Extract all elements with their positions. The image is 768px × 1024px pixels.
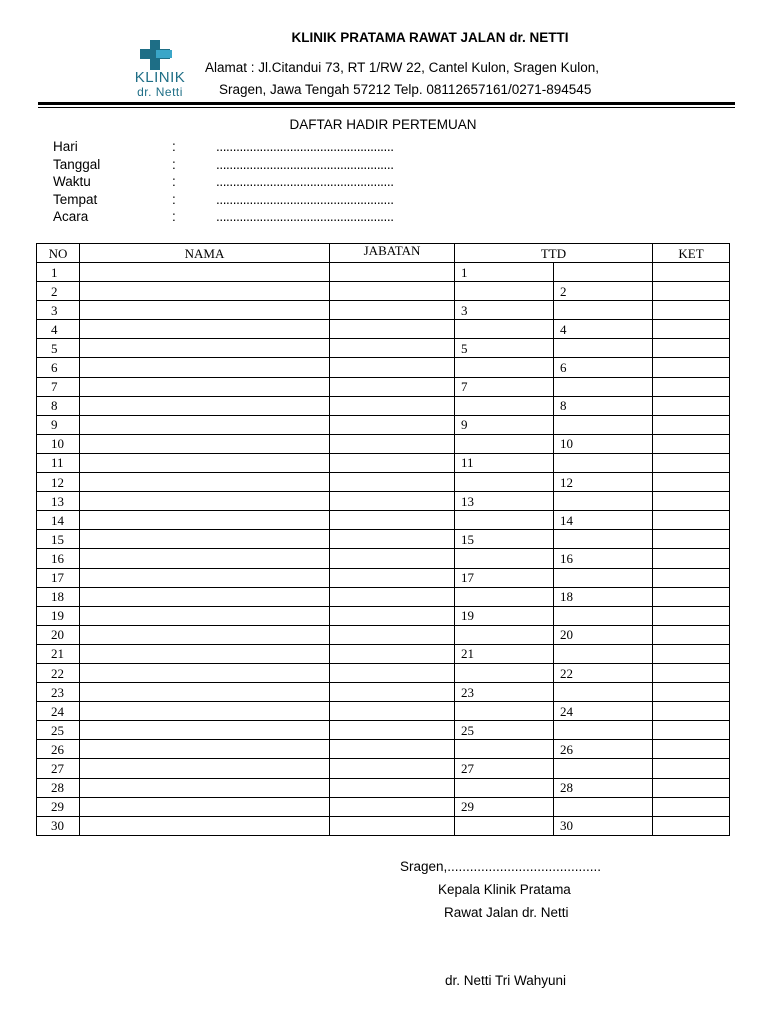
ttd-cell-left[interactable]: 19	[455, 606, 554, 625]
field-label: Tempat	[53, 191, 98, 207]
ket-cell[interactable]	[653, 663, 730, 682]
row-number: 23	[37, 683, 80, 702]
jabatan-cell[interactable]	[330, 320, 455, 339]
ket-cell[interactable]	[653, 453, 730, 472]
ket-cell[interactable]	[653, 301, 730, 320]
document-title: DAFTAR HADIR PERTEMUAN	[289, 117, 477, 132]
table-row	[37, 434, 730, 453]
ttd-cell-right[interactable]: 30	[554, 816, 653, 835]
jabatan-cell[interactable]	[330, 263, 455, 282]
field-label: Acara	[53, 209, 89, 225]
ttd-cell-left[interactable]	[455, 778, 554, 797]
jabatan-cell[interactable]	[330, 492, 455, 511]
ttd-cell-right[interactable]	[554, 797, 653, 816]
field-colon: :	[172, 156, 176, 172]
row-number: 15	[37, 530, 80, 549]
logo-subtitle: dr. Netti	[137, 85, 183, 99]
ttd-cell-right[interactable]	[554, 453, 653, 472]
ttd-cell-right[interactable]: 2	[554, 282, 653, 301]
table-row	[37, 568, 730, 587]
header-ttd: TTD	[455, 244, 653, 263]
ket-cell[interactable]	[653, 282, 730, 301]
ket-cell[interactable]	[653, 492, 730, 511]
nama-cell[interactable]	[80, 301, 330, 320]
row-number: 7	[37, 377, 80, 396]
nama-cell[interactable]	[80, 282, 330, 301]
row-number: 18	[37, 587, 80, 606]
ttd-cell-left[interactable]	[455, 587, 554, 606]
table-row	[37, 263, 730, 282]
table-row	[37, 473, 730, 492]
table-row	[37, 320, 730, 339]
jabatan-cell[interactable]	[330, 663, 455, 682]
table-row	[37, 606, 730, 625]
nama-cell[interactable]	[80, 263, 330, 282]
row-number: 4	[37, 320, 80, 339]
ttd-cell-left[interactable]: 15	[455, 530, 554, 549]
table-row	[37, 625, 730, 644]
table-row	[37, 453, 730, 472]
ttd-cell-right[interactable]	[554, 377, 653, 396]
jabatan-cell[interactable]	[330, 511, 455, 530]
nama-cell[interactable]	[80, 702, 330, 721]
nama-cell[interactable]	[80, 606, 330, 625]
jabatan-cell[interactable]	[330, 415, 455, 434]
jabatan-cell[interactable]	[330, 740, 455, 759]
ttd-cell-right[interactable]: 14	[554, 511, 653, 530]
ttd-cell-left[interactable]: 11	[455, 453, 554, 472]
ket-cell[interactable]	[653, 644, 730, 663]
field-colon: :	[172, 191, 176, 207]
ttd-cell-right[interactable]: 8	[554, 396, 653, 415]
row-number: 26	[37, 740, 80, 759]
jabatan-cell[interactable]	[330, 301, 455, 320]
ttd-cell-right[interactable]: 12	[554, 473, 653, 492]
jabatan-cell[interactable]	[330, 434, 455, 453]
ttd-cell-left[interactable]: 7	[455, 377, 554, 396]
row-number: 16	[37, 549, 80, 568]
ket-cell[interactable]	[653, 339, 730, 358]
jabatan-cell[interactable]	[330, 530, 455, 549]
row-number: 10	[37, 434, 80, 453]
row-number: 19	[37, 606, 80, 625]
ket-cell[interactable]	[653, 625, 730, 644]
nama-cell[interactable]	[80, 415, 330, 434]
ket-cell[interactable]	[653, 568, 730, 587]
row-number: 3	[37, 301, 80, 320]
ttd-cell-right[interactable]: 6	[554, 358, 653, 377]
table-row	[37, 683, 730, 702]
table-row	[37, 282, 730, 301]
ket-cell[interactable]	[653, 549, 730, 568]
nama-cell[interactable]	[80, 721, 330, 740]
ket-cell[interactable]	[653, 797, 730, 816]
ttd-cell-left[interactable]: 5	[455, 339, 554, 358]
ttd-cell-right[interactable]: 4	[554, 320, 653, 339]
ttd-cell-left[interactable]	[455, 549, 554, 568]
signatory-name: dr. Netti Tri Wahyuni	[445, 973, 567, 988]
table-row	[37, 797, 730, 816]
logo-wordmark: KLINIK	[134, 69, 186, 86]
ttd-cell-left[interactable]	[455, 282, 554, 301]
ttd-cell-right[interactable]: 20	[554, 625, 653, 644]
ttd-cell-left[interactable]	[455, 740, 554, 759]
nama-cell[interactable]	[80, 396, 330, 415]
row-number: 24	[37, 702, 80, 721]
jabatan-cell[interactable]	[330, 473, 455, 492]
row-number: 20	[37, 625, 80, 644]
jabatan-cell[interactable]	[330, 816, 455, 835]
jabatan-cell[interactable]	[330, 702, 455, 721]
ttd-cell-right[interactable]	[554, 263, 653, 282]
nama-cell[interactable]	[80, 797, 330, 816]
table-row	[37, 396, 730, 415]
ttd-cell-right[interactable]	[554, 415, 653, 434]
ket-cell[interactable]	[653, 358, 730, 377]
nama-cell[interactable]	[80, 740, 330, 759]
table-row	[37, 301, 730, 320]
ttd-cell-right[interactable]	[554, 759, 653, 778]
table-row	[37, 721, 730, 740]
nama-cell[interactable]	[80, 625, 330, 644]
field-blank: .....................................................	[216, 156, 394, 172]
ttd-cell-left[interactable]	[455, 511, 554, 530]
ttd-cell-left[interactable]: 9	[455, 415, 554, 434]
ttd-cell-right[interactable]	[554, 683, 653, 702]
nama-cell[interactable]	[80, 778, 330, 797]
nama-cell[interactable]	[80, 816, 330, 835]
nama-cell[interactable]	[80, 587, 330, 606]
field-label: Waktu	[53, 174, 91, 190]
jabatan-cell[interactable]	[330, 644, 455, 663]
jabatan-cell[interactable]	[330, 339, 455, 358]
field-label: Hari	[53, 139, 78, 154]
ttd-cell-left[interactable]: 17	[455, 568, 554, 587]
jabatan-cell[interactable]	[330, 396, 455, 415]
ket-cell[interactable]	[653, 759, 730, 778]
nama-cell[interactable]	[80, 473, 330, 492]
ttd-cell-left[interactable]: 13	[455, 492, 554, 511]
ket-cell[interactable]	[653, 415, 730, 434]
ttd-cell-right[interactable]: 10	[554, 434, 653, 453]
ket-cell[interactable]	[653, 721, 730, 740]
field-blank: .....................................................	[216, 139, 394, 154]
nama-cell[interactable]	[80, 320, 330, 339]
ket-cell[interactable]	[653, 587, 730, 606]
row-number: 22	[37, 663, 80, 682]
ttd-cell-right[interactable]	[554, 339, 653, 358]
address-line-1: Alamat : Jl.Citandui 73, RT 1/RW 22, Cantel Kulon, Sragen Kulon,	[205, 60, 599, 75]
nama-cell[interactable]	[80, 568, 330, 587]
ttd-cell-left[interactable]: 3	[455, 301, 554, 320]
nama-cell[interactable]	[80, 511, 330, 530]
ttd-cell-left[interactable]	[455, 473, 554, 492]
nama-cell[interactable]	[80, 453, 330, 472]
field-blank: .....................................................	[216, 209, 394, 225]
header-ket: KET	[653, 244, 730, 263]
table-row	[37, 415, 730, 434]
ket-cell[interactable]	[653, 511, 730, 530]
signature-title-line2: Rawat Jalan dr. Netti	[444, 905, 569, 920]
field-label: Tanggal	[53, 156, 101, 172]
ttd-cell-left[interactable]	[455, 320, 554, 339]
jabatan-cell[interactable]	[330, 568, 455, 587]
ket-cell[interactable]	[653, 606, 730, 625]
table-row	[37, 530, 730, 549]
row-number: 11	[37, 453, 80, 472]
row-number: 5	[37, 339, 80, 358]
row-number: 14	[37, 511, 80, 530]
nama-cell[interactable]	[80, 339, 330, 358]
ttd-cell-left[interactable]: 25	[455, 721, 554, 740]
row-number: 2	[37, 282, 80, 301]
row-number: 9	[37, 415, 80, 434]
ttd-cell-left[interactable]	[455, 396, 554, 415]
table-row	[37, 644, 730, 663]
ttd-cell-left[interactable]: 29	[455, 797, 554, 816]
row-number: 29	[37, 797, 80, 816]
jabatan-cell[interactable]	[330, 797, 455, 816]
ttd-cell-right[interactable]: 18	[554, 587, 653, 606]
ket-cell[interactable]	[653, 816, 730, 835]
nama-cell[interactable]	[80, 492, 330, 511]
field-colon: :	[172, 209, 176, 225]
jabatan-cell[interactable]	[330, 587, 455, 606]
jabatan-cell[interactable]	[330, 358, 455, 377]
field-colon: :	[172, 139, 176, 154]
ttd-cell-left[interactable]: 23	[455, 683, 554, 702]
jabatan-cell[interactable]	[330, 606, 455, 625]
ket-cell[interactable]	[653, 320, 730, 339]
nama-cell[interactable]	[80, 434, 330, 453]
ket-cell[interactable]	[653, 530, 730, 549]
ket-cell[interactable]	[653, 396, 730, 415]
ket-cell[interactable]	[653, 778, 730, 797]
ket-cell[interactable]	[653, 434, 730, 453]
table-row	[37, 339, 730, 358]
header-jabatan: JABATAN	[330, 244, 455, 263]
ttd-cell-right[interactable]	[554, 606, 653, 625]
table-row	[37, 663, 730, 682]
table-header-row	[37, 244, 730, 263]
ttd-cell-right[interactable]	[554, 530, 653, 549]
table-row	[37, 759, 730, 778]
table-row	[37, 377, 730, 396]
row-number: 30	[37, 816, 80, 835]
nama-cell[interactable]	[80, 644, 330, 663]
ket-cell[interactable]	[653, 683, 730, 702]
ttd-cell-right[interactable]: 28	[554, 778, 653, 797]
nama-cell[interactable]	[80, 358, 330, 377]
ttd-cell-right[interactable]	[554, 568, 653, 587]
table-body	[37, 263, 730, 836]
jabatan-cell[interactable]	[330, 721, 455, 740]
ttd-cell-right[interactable]	[554, 492, 653, 511]
row-number: 12	[37, 473, 80, 492]
jabatan-cell[interactable]	[330, 377, 455, 396]
jabatan-cell[interactable]	[330, 778, 455, 797]
jabatan-cell[interactable]	[330, 625, 455, 644]
ttd-cell-right[interactable]	[554, 721, 653, 740]
row-number: 25	[37, 721, 80, 740]
nama-cell[interactable]	[80, 530, 330, 549]
ttd-cell-right[interactable]: 16	[554, 549, 653, 568]
row-number: 8	[37, 396, 80, 415]
header-divider-thin	[38, 107, 735, 108]
row-number: 17	[37, 568, 80, 587]
ttd-cell-right[interactable]: 26	[554, 740, 653, 759]
ket-cell[interactable]	[653, 702, 730, 721]
field-blank: .....................................................	[216, 191, 394, 207]
ttd-cell-left[interactable]: 27	[455, 759, 554, 778]
table-row	[37, 511, 730, 530]
ttd-cell-left[interactable]	[455, 358, 554, 377]
signature-title-line1: Kepala Klinik Pratama	[438, 882, 571, 897]
header-no: NO	[37, 244, 80, 263]
ttd-cell-left[interactable]	[455, 702, 554, 721]
signature-place-date: Sragen,.........................................	[400, 859, 602, 874]
row-number: 21	[37, 644, 80, 663]
ttd-cell-left[interactable]	[455, 434, 554, 453]
table-row	[37, 702, 730, 721]
row-number: 6	[37, 358, 80, 377]
address-line-2: Sragen, Jawa Tengah 57212 Telp. 08112657161/0271-894545	[219, 82, 592, 97]
field-blank: .....................................................	[216, 174, 394, 190]
jabatan-cell[interactable]	[330, 759, 455, 778]
ttd-cell-left[interactable]: 1	[455, 263, 554, 282]
ttd-cell-right[interactable]: 24	[554, 702, 653, 721]
row-number: 27	[37, 759, 80, 778]
table-row	[37, 816, 730, 835]
nama-cell[interactable]	[80, 549, 330, 568]
jabatan-cell[interactable]	[330, 282, 455, 301]
ttd-cell-left[interactable]	[455, 816, 554, 835]
ttd-cell-left[interactable]	[455, 625, 554, 644]
table-row	[37, 587, 730, 606]
ttd-cell-left[interactable]	[455, 663, 554, 682]
nama-cell[interactable]	[80, 663, 330, 682]
table-row	[37, 778, 730, 797]
jabatan-cell[interactable]	[330, 453, 455, 472]
header-divider-thick	[38, 102, 735, 105]
ket-cell[interactable]	[653, 377, 730, 396]
nama-cell[interactable]	[80, 377, 330, 396]
ttd-cell-right[interactable]	[554, 301, 653, 320]
nama-cell[interactable]	[80, 759, 330, 778]
jabatan-cell[interactable]	[330, 549, 455, 568]
header-nama: NAMA	[80, 244, 330, 263]
ket-cell[interactable]	[653, 740, 730, 759]
ttd-cell-right[interactable]: 22	[554, 663, 653, 682]
attendance-table	[36, 243, 730, 836]
ttd-cell-left[interactable]: 21	[455, 644, 554, 663]
table-row	[37, 549, 730, 568]
table-row	[37, 740, 730, 759]
table-row	[37, 492, 730, 511]
jabatan-cell[interactable]	[330, 683, 455, 702]
row-number: 13	[37, 492, 80, 511]
ttd-cell-right[interactable]	[554, 644, 653, 663]
field-colon: :	[172, 174, 176, 190]
nama-cell[interactable]	[80, 683, 330, 702]
table-row	[37, 358, 730, 377]
row-number: 28	[37, 778, 80, 797]
row-number: 1	[37, 263, 80, 282]
ket-cell[interactable]	[653, 263, 730, 282]
ket-cell[interactable]	[653, 473, 730, 492]
clinic-name: KLINIK PRATAMA RAWAT JALAN dr. NETTI	[291, 30, 569, 45]
